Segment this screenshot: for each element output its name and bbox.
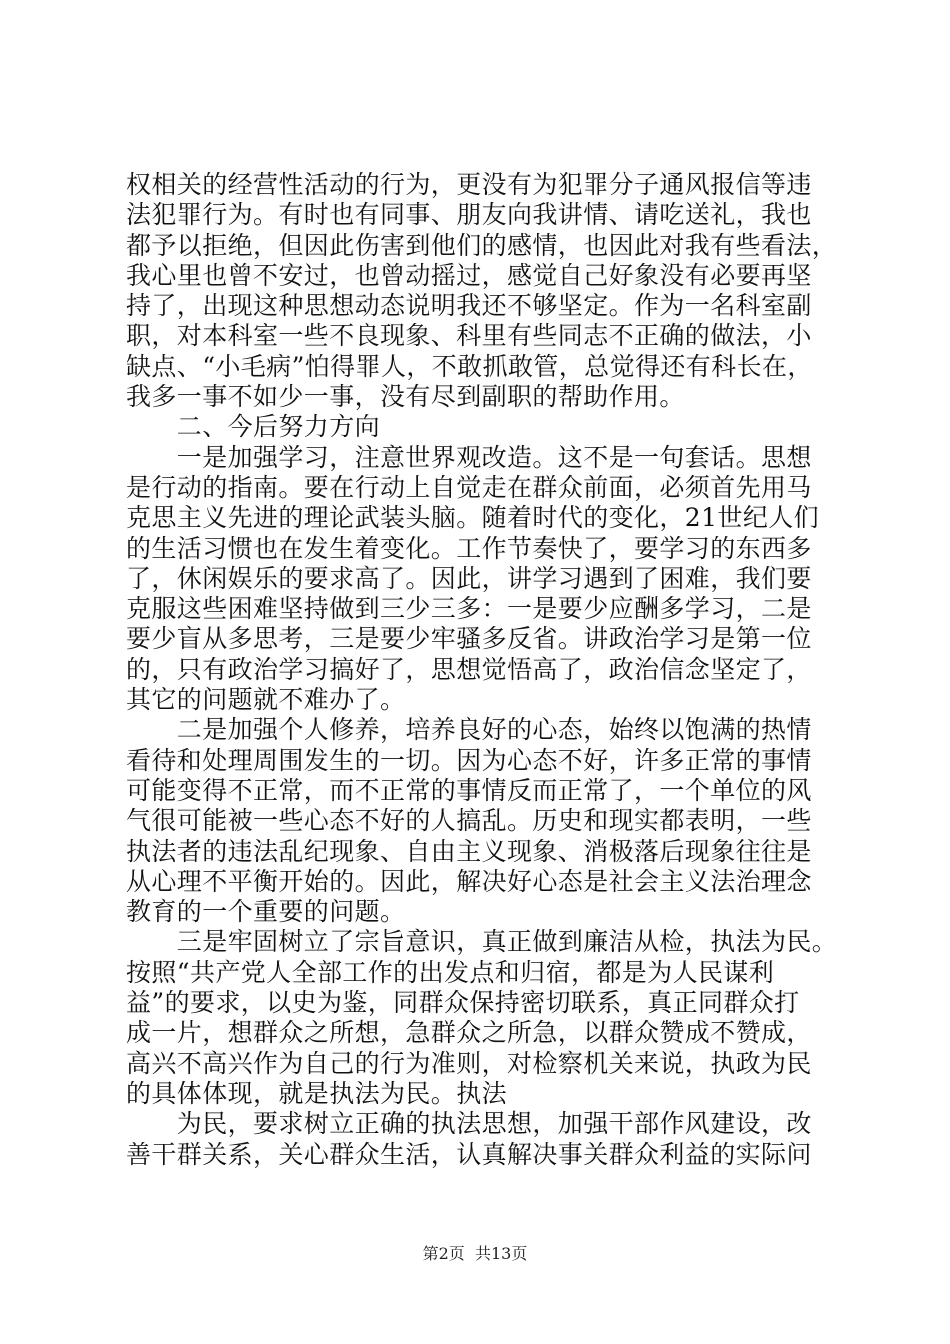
text-line: 成一片，想群众之所想，急群众之所急，以群众赞成不赞成， bbox=[126, 1018, 812, 1048]
page-footer bbox=[0, 1244, 950, 1264]
text-line: 一是加强学习，注意世界观改造。这不是一句套话。思想 bbox=[126, 442, 812, 472]
text-line: 从心理不平衡开始的。因此，解决好心态是社会主义法治理念 bbox=[126, 866, 812, 896]
text-line: 克思主义先进的理论武装头脑。随着时代的变化，21世纪人们 bbox=[126, 503, 820, 533]
text-line: 法犯罪行为。有时也有同事、朋友向我讲情、请吃送礼，我也 bbox=[126, 200, 812, 230]
text-line: 权相关的经营性活动的行为，更没有为犯罪分子通风报信等违 bbox=[126, 170, 812, 199]
text-line: 缺点、“小毛病”怕得罪人，不敢抓敢管，总觉得还有科长在， bbox=[126, 351, 813, 381]
text-line: 的生活习惯也在发生着变化。工作节奏快了，要学习的东西多 bbox=[126, 533, 812, 563]
text-line: 的，只有政治学习搞好了，思想觉悟高了，政治信念坚定了， bbox=[126, 654, 812, 684]
text-line: 气很可能被一些心态不好的人搞乱。历史和现实都表明，一些 bbox=[126, 806, 812, 836]
text-line: 可能变得不正常，而不正常的事情反而正常了，一个单位的风 bbox=[126, 775, 812, 805]
footer-spacer bbox=[465, 1244, 475, 1263]
text-line: 了，休闲娱乐的要求高了。因此，讲学习遇到了困难，我们要 bbox=[126, 563, 812, 593]
text-line: 持了，出现这种思想动态说明我还不够坚定。作为一名科室副 bbox=[126, 291, 812, 321]
page-total: 共13页 bbox=[474, 1244, 528, 1263]
text-line: 要少盲从多思考，三是要少牢骚多反省。讲政治学习是第一位 bbox=[126, 624, 812, 654]
text-line: 都予以拒绝，但因此伤害到他们的感情，也因此对我有些看法， bbox=[126, 230, 838, 260]
text-line: 克服这些困难坚持做到三少三多：一是要少应酬多学习，二是 bbox=[126, 594, 812, 624]
text-line: 职，对本科室一些不良现象、科里有些同志不正确的做法，小 bbox=[126, 321, 812, 351]
text-line: 二是加强个人修养，培养良好的心态，始终以饱满的热情 bbox=[126, 715, 812, 745]
text-line: 高兴不高兴作为自己的行为准则，对检察机关来说，执政为民 bbox=[126, 1048, 812, 1078]
text-line: 是行动的指南。要在行动上自觉走在群众前面，必须首先用马 bbox=[126, 472, 812, 502]
body-text bbox=[126, 170, 838, 1170]
text-line: 按照“共产党人全部工作的出发点和归宿，都是为人民谋利 bbox=[126, 957, 775, 987]
text-line: 为民，要求树立正确的执法思想，加强干部作风建设，改 bbox=[126, 1109, 812, 1139]
text-line: 的具体体现，就是执法为民。执法 bbox=[126, 1078, 508, 1108]
text-line: 其它的问题就不难办了。 bbox=[126, 685, 406, 715]
text-line: 三是牢固树立了宗旨意识，真正做到廉洁从检，执法为民。 bbox=[126, 927, 838, 957]
text-line: 教育的一个重要的问题。 bbox=[126, 897, 406, 927]
text-line: 看待和处理周围发生的一切。因为心态不好，许多正常的事情 bbox=[126, 745, 812, 775]
text-line: 执法者的违法乱纪现象、自由主义现象、消极落后现象往往是 bbox=[126, 836, 812, 866]
text-line: 我心里也曾不安过，也曾动摇过，感觉自己好象没有必要再坚 bbox=[126, 260, 812, 290]
text-line: 善干群关系，关心群众生活，认真解决事关群众利益的实际问 bbox=[126, 1139, 812, 1169]
text-line: 二、今后努力方向 bbox=[126, 412, 381, 442]
page-number: 第2页 bbox=[422, 1244, 465, 1263]
text-line: 益”的要求，以史为鉴，同群众保持密切联系，真正同群众打 bbox=[126, 988, 800, 1018]
text-line: 我多一事不如少一事，没有尽到副职的帮助作用。 bbox=[126, 382, 685, 412]
